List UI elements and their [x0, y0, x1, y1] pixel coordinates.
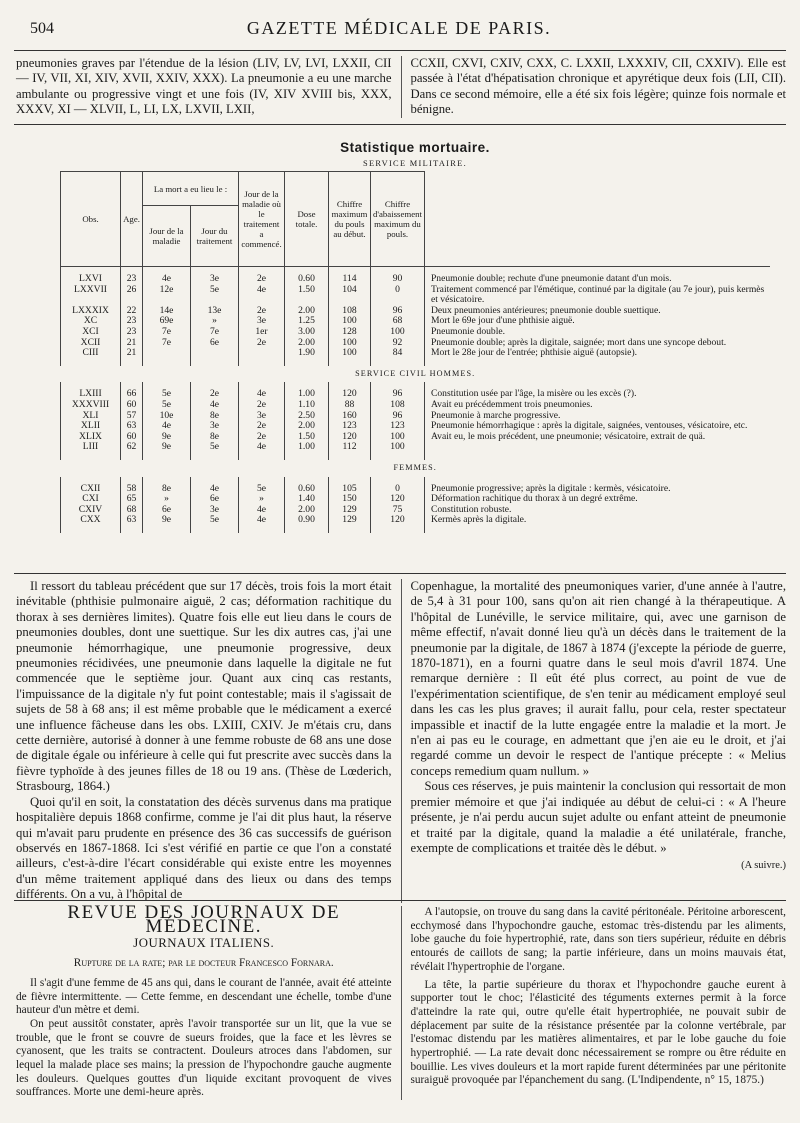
dose-cell: 2.50	[285, 411, 329, 422]
pouls-max-cell: 114	[329, 274, 371, 285]
middle-columns	[16, 579, 786, 903]
obs-cell: CXIV	[61, 505, 121, 516]
dose-cell: 1.90	[285, 348, 329, 359]
obs-cell: LXXXIX	[61, 306, 121, 317]
pouls-min-cell: 100	[371, 432, 425, 443]
obs-cell: XC	[61, 316, 121, 327]
obs-cell: LXIII	[61, 389, 121, 400]
jour-commence-cell: 2e	[239, 400, 285, 411]
obs-cell: LXXVII	[61, 285, 121, 306]
dose-cell: 2.00	[285, 338, 329, 349]
middle-left-column	[16, 579, 402, 903]
middle-left-paragraph-1: Il ressort du tableau précédent que sur 17 décès, trois fois la mort était inévitable (phthisie pulmonaire aiguë, 2 cas; déformation rachitique du thorax à ses dernières limites). Quatre fois elle eut lieu dans le cours de pneumonies doubles, dont une suettique. Sur les dix autres cas, j'ai une pneumonie hémorrhagique, une pneumonie progressive, deux pneumonies récidivées, une pneumonie dans laquelle la digitale ne fut commencée que le septième jour. Quant aux cinq cas restants, l'impuissance de la digitale n'y fut point contestable; mais il s'agissait de sujets de 58 à 68 ans; il est même probable que le médicament a exercé une influence fâcheuse dans les obs. LXIII, CXIV. Je m'étais cru, dans cette dernière, autorisé à donner à une femme robuste de 68 ans une dose de digitale égale ou inférieure à celle qui fut prescrite avec succès dans la fièvre typhoïde à des jeunes filles de 18 ou 19 ans. (Thèse de Lœderich, Strasbourg, 1864.)	[16, 579, 392, 794]
middle-right-paragraph-1: Copenhague, la mortalité des pneumoniques varier, d'une année à l'autre, de 5,4 à 31 pour 100, sans qu'on ait rien changé à la thérapeutique. A l'hôpital de Lunéville, le service militaire, qui, avec une garnison de même effectif, n'avait donné lieu qu'à un décès dans le traitement de la pneumonie par la digitale, de 1867 à 1874 (j'excepte la période de guerre, 1870-1871), en a fourni quatre dans le seul mois d'avril 1874. Une remarque dernière : Il eût été plus correct, au point de vue de l'expérimentation scientifique, de s'en tenir au médicament employé seul dans les cas les plus graves; il aurait fallu, pour cela, rester spectateur impassible et inactif de la lutte engagée entre la maladie et la mort. Je n'en ai pas eu le courage, en admettant que j'en aie eu le droit, et j'ai regardé comme un devoir le respect de l'antique précepte : « Melius conceps remedium quam nullum. »	[410, 579, 786, 778]
pouls-max-cell: 105	[329, 484, 371, 495]
jour-traitement-cell	[191, 348, 239, 359]
jour-commence-cell: 4e	[239, 505, 285, 516]
remarks-cell: Traitement commencé par l'émétique, continué par la digitale (au 7e jour), puis kermès et vésicatoire.	[424, 285, 770, 306]
age-cell: 66	[121, 389, 143, 400]
jour-traitement-cell: »	[191, 316, 239, 327]
pouls-min-cell: 84	[371, 348, 425, 359]
pouls-max-cell: 129	[329, 505, 371, 516]
pouls-max-cell: 120	[329, 432, 371, 443]
age-cell: 63	[121, 515, 143, 526]
jour-traitement-cell: 7e	[191, 327, 239, 338]
civil-section-heading	[61, 366, 771, 383]
pouls-max-cell: 104	[329, 285, 371, 306]
pouls-min-cell: 108	[371, 400, 425, 411]
table-top-rule	[14, 124, 786, 125]
jour-commence-cell: »	[239, 494, 285, 505]
jour-maladie-cell: 5e	[143, 400, 191, 411]
age-cell: 65	[121, 494, 143, 505]
table-row	[61, 348, 771, 359]
pouls-min-cell: 96	[371, 306, 425, 317]
pouls-min-cell: 100	[371, 442, 425, 453]
jour-commence-cell: 4e	[239, 389, 285, 400]
jour-maladie-cell: 8e	[143, 484, 191, 495]
age-cell: 63	[121, 421, 143, 432]
age-cell: 68	[121, 505, 143, 516]
jour-commence-cell: 4e	[239, 515, 285, 526]
top-left-text: pneumonies graves par l'étendue de la lésion (LIV, LV, LVI, LXXII, CII — IV, VII, XI, XIV, XVII, XXIV, XXX). La pneumonie a eu une marche ambulante ou progressive vingt et une fois (IV, XIV XVIII bis, XXX, XXXV, XI — XLVII, L, LI, LX, LXVII, LXII,	[16, 56, 392, 117]
table-bottom-rule	[14, 573, 786, 574]
jour-commence-cell: 4e	[239, 285, 285, 306]
women-rows	[61, 477, 771, 533]
pouls-min-cell: 120	[371, 494, 425, 505]
dose-cell: 1.00	[285, 389, 329, 400]
top-right-text: CCXII, CXVI, CXIV, CXX, C. LXXII, LXXXIV, CII, CXXIV). Elle est passée à l'état d'hépatisation chronique et apyrétique deux fois (LII, CII). Dans ce second mémoire, elle a été six fois légère; quinze fois normale et bénigne.	[410, 56, 786, 117]
section-civil-label: SERVICE CIVIL HOMMES.	[355, 368, 476, 378]
age-cell: 21	[121, 348, 143, 359]
section-women-label: FEMMES.	[393, 462, 437, 472]
pouls-max-cell: 100	[329, 348, 371, 359]
jour-traitement-cell: 13e	[191, 306, 239, 317]
military-rows	[61, 267, 771, 366]
a-suivre: (A suivre.)	[741, 860, 786, 872]
obs-cell: XCI	[61, 327, 121, 338]
jour-maladie-cell: 69e	[143, 316, 191, 327]
jour-maladie-cell: 14e	[143, 306, 191, 317]
jour-commence-cell	[239, 348, 285, 359]
middle-right-paragraph-2: Sous ces réserves, je puis maintenir la conclusion qui ressortait de mon premier mémoire et que j'ai indiquée au début de celui-ci : « A l'heure présente, je n'ai perdu aucun sujet adulte ou enfant atteint de pneumonie et traité par la digitale, quand la maladie a été unilatérale, franche, exempte de complications et traitée dès le début. »	[410, 779, 786, 855]
table-row	[61, 274, 771, 285]
revue-left-paragraph-2: On peut aussitôt constater, après l'avoir transportée sur un lit, que la vue se trouble, que le front se couvre de sueurs froides, que la face et les lèvres se cyanosent, que les traits se contractent. Douleurs atroces dans l'abdomen, sur lequel la malade place ses mains; la pression de l'hypochondre gauche augmente les douleurs. Quelques gouttes d'un liquide excitant provoquent de vives souffrances. Morte une demi-heure après.	[16, 1017, 392, 1099]
pouls-max-cell: 128	[329, 327, 371, 338]
age-cell: 62	[121, 442, 143, 453]
jour-commence-cell: 2e	[239, 306, 285, 317]
obs-cell: CIII	[61, 348, 121, 359]
pouls-max-cell: 150	[329, 494, 371, 505]
remarks-cell: Avait eu précédemment trois pneumonies.	[424, 400, 770, 411]
pouls-min-cell: 96	[371, 389, 425, 400]
revue-right-column	[402, 906, 787, 1100]
table-row	[61, 515, 771, 526]
remarks-cell: Pneumonie double; rechute d'une pneumonie datant d'un mois.	[424, 274, 770, 285]
revue-right-paragraph-2: La tête, la partie supérieure du thorax et l'hypochondre gauche eurent à supporter tout le choc; l'élasticité des téguments externes permit à la force d'atteindre la rate qui, outre qu'elle était hypertrophiée, ne pouvait subir de déplacement par suite de la résistance présentée par la colonne vertébrale, par l'estomac distendu par les matières alimentaires, et par le lobe gauche du foie hypertrophié. — La rate devait donc nécessairement se rompre ou être réduite en bouillie. Les vives douleurs et la mort rapide furent déterminées par une péritonite suraiguë provoquée par l'épanchement du sang. (L'Indipendente, n° 15, 1875.)	[410, 978, 786, 1087]
remarks-cell: Pneumonie progressive; après la digitale : kermès, vésicatoire.	[424, 484, 770, 495]
jour-maladie-cell: 12e	[143, 285, 191, 306]
jour-traitement-cell: 6e	[191, 494, 239, 505]
dose-cell: 1.50	[285, 432, 329, 443]
jour-maladie-cell: »	[143, 494, 191, 505]
remarks-cell: Pneumonie hémorrhagique : après la digitale, saignées, ventouses, vésicatoire, etc.	[424, 421, 770, 432]
remarks-cell: Constitution usée par l'âge, la misère ou les excès (?).	[424, 389, 770, 400]
pouls-min-cell: 96	[371, 411, 425, 422]
remarks-cell: Mort le 28e jour de l'entrée; phthisie aiguë (autopsie).	[424, 348, 770, 359]
statistique-mortuaire	[60, 140, 770, 533]
obs-cell: CXX	[61, 515, 121, 526]
jour-traitement-cell: 6e	[191, 338, 239, 349]
pouls-min-cell: 123	[371, 421, 425, 432]
dose-cell: 2.00	[285, 306, 329, 317]
table-row	[61, 338, 771, 349]
jour-maladie-cell: 7e	[143, 327, 191, 338]
table-row	[61, 327, 771, 338]
pouls-min-cell: 90	[371, 274, 425, 285]
jour-maladie-cell: 4e	[143, 421, 191, 432]
jour-maladie-cell: 5e	[143, 389, 191, 400]
pouls-min-cell: 100	[371, 327, 425, 338]
col-jour-maladie: Jour de la maladie	[143, 206, 191, 267]
jour-commence-cell: 3e	[239, 316, 285, 327]
revue-subtitle: JOURNAUX ITALIENS.	[133, 936, 275, 951]
revue-top-rule	[14, 900, 786, 901]
article-title: Rupture de la rate; par le docteur Francesco Fornara.	[73, 957, 334, 970]
revue-title: REVUE DES JOURNAUX DE MÉDECINE.	[67, 902, 341, 937]
header-rule	[14, 50, 786, 51]
remarks-cell: Mort le 69e jour d'une phthisie aiguë.	[424, 316, 770, 327]
pouls-max-cell: 112	[329, 442, 371, 453]
age-cell: 23	[121, 327, 143, 338]
jour-maladie-cell: 10e	[143, 411, 191, 422]
obs-cell: XXXVIII	[61, 400, 121, 411]
section-military-label: SERVICE MILITAIRE.	[363, 159, 467, 168]
remarks-cell: Pneumonie double; après la digitale, saignée; mort dans une syncope debout.	[424, 338, 770, 349]
obs-cell: XLII	[61, 421, 121, 432]
dose-cell: 3.00	[285, 327, 329, 338]
dose-cell: 1.40	[285, 494, 329, 505]
jour-maladie-cell: 6e	[143, 505, 191, 516]
dose-cell: 0.90	[285, 515, 329, 526]
jour-maladie-cell: 9e	[143, 515, 191, 526]
pouls-min-cell: 120	[371, 515, 425, 526]
pouls-max-cell: 120	[329, 389, 371, 400]
obs-cell: CXI	[61, 494, 121, 505]
jour-maladie-cell: 4e	[143, 274, 191, 285]
mortality-table	[60, 171, 770, 533]
jour-traitement-cell: 8e	[191, 411, 239, 422]
remarks-cell: Pneumonie à marche progressive.	[424, 411, 770, 422]
col-pouls-max: Chiffre maximum du pouls au début.	[329, 172, 371, 267]
col-jour-traitement: Jour du traitement	[191, 206, 239, 267]
pouls-max-cell: 100	[329, 316, 371, 327]
dose-cell: 2.00	[285, 505, 329, 516]
jour-commence-cell: 2e	[239, 421, 285, 432]
age-cell: 58	[121, 484, 143, 495]
middle-left-paragraph-2: Quoi qu'il en soit, la constatation des décès survenus dans ma pratique hospitalière depuis 1868 confirme, comme je l'ai dit plus haut, la réserve qui m'avait paru prudente en présence des 36 cas successifs de guérison observés en 1867-1868. Ici s'est vérifié en partie ce que l'on a constaté ailleurs, c'est-à-dire l'écart considérable qui existe entre les moyennes d'un même traitement appliqué dans des lieux ou dans des temps différents. On a vu, à l'hôpital de	[16, 794, 392, 902]
pouls-max-cell: 100	[329, 338, 371, 349]
jour-maladie-cell: 9e	[143, 432, 191, 443]
col-remarks	[424, 172, 770, 267]
table-row	[61, 285, 771, 306]
jour-commence-cell: 3e	[239, 411, 285, 422]
obs-cell: XLIX	[61, 432, 121, 443]
dose-cell: 2.00	[285, 421, 329, 432]
pouls-min-cell: 68	[371, 316, 425, 327]
col-age: Age.	[121, 172, 143, 267]
civil-rows	[61, 382, 771, 460]
revue-columns	[16, 902, 786, 1100]
jour-maladie-cell: 7e	[143, 338, 191, 349]
col-jour-commence: Jour de la maladie où le traitement a commencé.	[239, 172, 285, 267]
table-row	[61, 442, 771, 453]
age-cell: 60	[121, 400, 143, 411]
jour-traitement-cell: 3e	[191, 421, 239, 432]
top-left-column	[16, 56, 402, 118]
jour-traitement-cell: 3e	[191, 505, 239, 516]
jour-traitement-cell: 4e	[191, 484, 239, 495]
age-cell: 22	[121, 306, 143, 317]
jour-traitement-cell: 8e	[191, 432, 239, 443]
obs-cell: LIII	[61, 442, 121, 453]
col-pouls-min: Chiffre d'abaissement maximum du pouls.	[371, 172, 425, 267]
remarks-cell: Pneumonie double.	[424, 327, 770, 338]
pouls-min-cell: 75	[371, 505, 425, 516]
journal-title: GAZETTE MÉDICALE DE PARIS.	[246, 18, 552, 38]
pouls-min-cell: 92	[371, 338, 425, 349]
revue-left-paragraph-1: Il s'agit d'une femme de 45 ans qui, dans le courant de l'année, avait été atteinte de fièvre intermittente. — Cette femme, en descendant une échelle, tombe d'une hauteur d'un mètre et demi.	[16, 976, 392, 1017]
obs-cell: LXVI	[61, 274, 121, 285]
obs-cell: CXII	[61, 484, 121, 495]
dose-cell: 1.25	[285, 316, 329, 327]
pouls-max-cell: 129	[329, 515, 371, 526]
dose-cell: 1.00	[285, 442, 329, 453]
jour-commence-cell: 2e	[239, 432, 285, 443]
table-row	[61, 400, 771, 411]
remarks-cell: Avait eu, le mois précédent, une pneumonie; vésicatoire, extrait de quä.	[424, 432, 770, 443]
women-section-heading	[61, 460, 771, 477]
top-columns	[16, 56, 786, 118]
jour-traitement-cell: 5e	[191, 515, 239, 526]
jour-traitement-cell: 3e	[191, 274, 239, 285]
pouls-min-cell: 0	[371, 484, 425, 495]
age-cell: 26	[121, 285, 143, 306]
table-title: Statistique mortuaire.	[340, 140, 490, 155]
jour-traitement-cell: 5e	[191, 442, 239, 453]
revue-right-paragraph-1: A l'autopsie, on trouve du sang dans la cavité péritonéale. Péritoine arborescent, ecchymosé dans l'hypochondre gauche, estomac très-distendu par les aliments, lobe gauche du foie hypertrophié, rate, dans son tiers supérieur, réduite en débris entourés de caillots de sang; la partie inférieure, dans un moins mauvais état, révélait l'hypertrophie de l'organe.	[410, 906, 786, 973]
pouls-max-cell: 108	[329, 306, 371, 317]
age-cell: 21	[121, 338, 143, 349]
dose-cell: 1.10	[285, 400, 329, 411]
remarks-cell: Deux pneumonies antérieures; pneumonie double suettique.	[424, 306, 770, 317]
jour-traitement-cell: 5e	[191, 285, 239, 306]
jour-commence-cell: 2e	[239, 274, 285, 285]
jour-commence-cell: 2e	[239, 338, 285, 349]
pouls-max-cell: 88	[329, 400, 371, 411]
jour-commence-cell: 5e	[239, 484, 285, 495]
jour-traitement-cell: 4e	[191, 400, 239, 411]
top-right-column	[402, 56, 787, 118]
middle-right-column	[402, 579, 787, 903]
remarks-cell: Constitution robuste.	[424, 505, 770, 516]
pouls-min-cell: 0	[371, 285, 425, 306]
pouls-max-cell: 160	[329, 411, 371, 422]
dose-cell: 0.60	[285, 484, 329, 495]
obs-cell: XLI	[61, 411, 121, 422]
age-cell: 23	[121, 274, 143, 285]
remarks-cell	[424, 442, 770, 453]
age-cell: 60	[121, 432, 143, 443]
age-cell: 23	[121, 316, 143, 327]
remarks-cell: Déformation rachitique du thorax à un degré extrême.	[424, 494, 770, 505]
jour-traitement-cell: 2e	[191, 389, 239, 400]
pouls-max-cell: 123	[329, 421, 371, 432]
col-mort: La mort a eu lieu le :	[143, 172, 239, 206]
jour-commence-cell: 1er	[239, 327, 285, 338]
revue-left-column	[16, 902, 402, 1100]
col-dose: Dose totale.	[285, 172, 329, 267]
age-cell: 57	[121, 411, 143, 422]
col-obs: Obs.	[61, 172, 121, 267]
dose-cell: 1.50	[285, 285, 329, 306]
jour-commence-cell: 4e	[239, 442, 285, 453]
jour-maladie-cell	[143, 348, 191, 359]
obs-cell: XCII	[61, 338, 121, 349]
remarks-cell: Kermès après la digitale.	[424, 515, 770, 526]
jour-maladie-cell: 9e	[143, 442, 191, 453]
page-number: 504	[30, 20, 54, 37]
page-header	[30, 14, 768, 44]
dose-cell: 0.60	[285, 274, 329, 285]
